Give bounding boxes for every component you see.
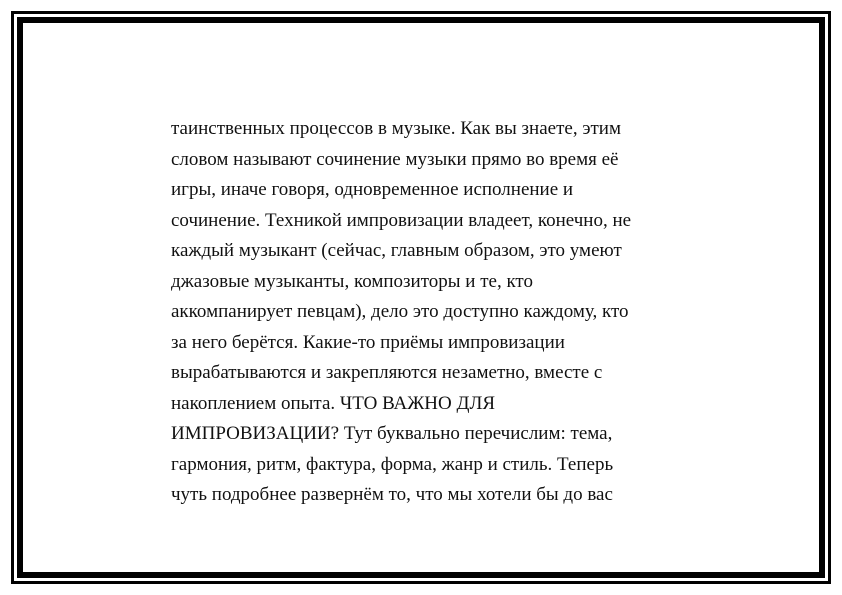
text-line: джазовые музыканты, композиторы и те, кто [171,270,533,292]
text-line: аккомпанирует певцам), дело это доступно каждому, кто [171,301,629,322]
text-line: сочинение. Техникой импровизации владеет, конечно, не [171,209,632,231]
text-line: накоплением опыта. ЧТО ВАЖНО ДЛЯ [171,392,496,414]
text-line: за него берётся. Какие-то приёмы импровизации [171,331,565,353]
text-line: вырабатываются и закрепляются незаметно, вместе с [171,362,603,383]
text-line: словом называют сочинение музыки прямо во время её [171,148,619,170]
document-text-block [171,114,731,511]
text-line: таинственных процессов в музыке. Как вы знаете, этим [171,118,621,139]
text-line: чуть подробнее развернём то, что мы хотели бы до вас [171,484,613,505]
text-line: каждый музыкант (сейчас, главным образом, это умеют [171,240,622,261]
text-line: ИМПРОВИЗАЦИИ? Тут буквально перечислим: тема, [171,423,613,444]
text-line: игры, иначе говоря, одновременное исполнение и [171,179,574,200]
text-line: гармония, ритм, фактура, форма, жанр и стиль. Теперь [171,453,614,475]
